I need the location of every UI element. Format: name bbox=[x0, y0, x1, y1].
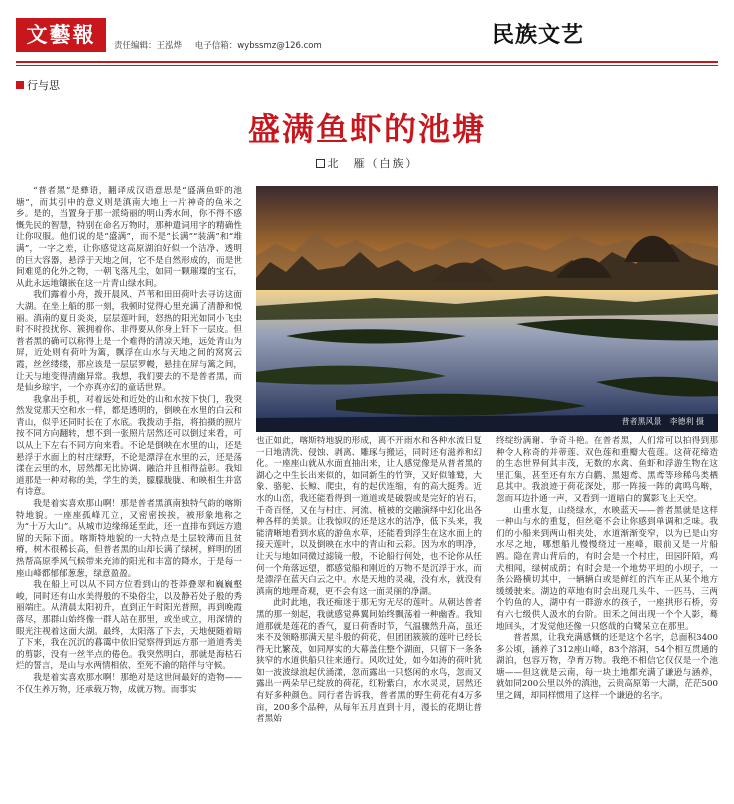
article-column-2 bbox=[256, 436, 482, 798]
paragraph: 我们露着小舟，拨开晨风、芦苇和田田荷叶去寻访这面大湖。在坐上船的那一刻，我顿时觉得心里充满了清静和悦丽。滇南的夏日炎炎，层层莲叶间，怒热的阳光如同小飞虫时不时投扰你、簇拥着你、非得要从你身上钎下一层皮。但普者黑的确可以称得上是一个难得的清凉天地，远处青山为屏，近处则有荷叶为篱，飘浮在山水与天地之间的窝窝云霞，丝丝缕缕，那应该是一层层罗幔，悬挂在屏与篱之间，让天与地变得清幽异常。我想，我们要去的不是普者黑，而是仙乡琼宇，一个亦真亦幻的童话世界。 bbox=[16, 290, 242, 394]
paragraph: 山重水复，山绕绿水，水映蓝天——普者黑就是这样一种山与水的重复，但丝毫不会让你感到单调和乏味。我们的小船来到两山相夹处，水道渐渐变窄，以为已是山穷水尽之地，哪想船儿慢慢绕过一座峰，眼前又是一片船鸥。隐在青山背后的，有时会是一个村庄，田园阡陌，鸡犬相闻，绿树成荫；有时会是一个地势平坦的小坝子，一条公路横切其中，一辆辆白或是鲜红的汽车正从某个地方缓缓驶来。湖边的草地有时会出现几头牛、一匹马、三两个钓鱼的人，湖中有一群游水的孩子，一座拱形石桥，旁有六七级供人汲水的台阶。田禾之间出现一个个人影，蓦地回头，才发觉他还像一只悠哉的白鹭呆立在那里。 bbox=[496, 505, 718, 632]
paragraph: 普者黑，让我充满感慨的还是这个名字，总面积3400多公顷，涵养了312座山峰，83个溶洞，54个相互贯通的湖泊，包容万物，孕育万物。我绝不相信它仅仅是一个池塘——但这就是云南，每一块土地都充满了谦逊与涵养，就如同200公里以外的滇池，云贵高原第一大湖，茫茫500里之阔，却同样惯用了这样一个谦逊的名字。 bbox=[496, 633, 718, 702]
article-column-1 bbox=[16, 186, 242, 798]
paragraph: 我拿出手机，对着远处和近处的山和水按下快门，我突然发觉那天空和水一样，都是透明的，倒映在水里的白云和青山，似乎还同时长在了水底。我拨动手指，将拍摄的照片按不同方向翻转，想不到一张照片居然还可以倒过来看，可以从上下左右不同方向来看。不论是倒映在水里的山，还是悬浮于水面上的村庄绿野，不论是漂浮在水里的云，还是荡漾在云里的水，居然都无比协调、融洽并且相得益彰。我知道那是一种对称的美，学生的美，朦朦胧胧、和映相生并富有诗意。 bbox=[16, 394, 242, 498]
responsible-editor: 责任编辑：王泓烨 bbox=[114, 41, 183, 51]
article-byline bbox=[0, 155, 734, 171]
masthead-meta bbox=[114, 39, 332, 51]
newspaper-logo: 文藝報 bbox=[16, 18, 106, 52]
photo-caption: 普者黑风景 李德利 摄 bbox=[621, 417, 704, 426]
paragraph: “普者黑”是彝语，翻译成汉语意思是“盛满鱼虾的池塘”，而其引申的意义则是滇南大地上一片神奇的鱼米之乡。是的，当置身于那一派绮丽的明山秀水间，你不得不感慨先民的智慧，特别在命名万物时，那种遣词用字的精确性让你叹服。他们说的是“盛满”，而不是“长满”“装满”和“堆满”，一字之差，让你感觉这高原湖泊好似一个洁净、透明的巨大容器，悬浮于天地之间，它不是自然形成的，而是世间难觅的化外之物，一朝飞落凡尘，如同一颗璀璨的宝石，从此永远地镶嵌在这一片青山绿水间。 bbox=[16, 186, 242, 289]
column-tag-label: 行与思 bbox=[27, 79, 60, 92]
paragraph: 也正如此，喀斯特地貌的形成，离不开雨水和各种水流日复一日地清洗、侵蚀、剥离、雕琢与搬运，同时还有滋养和幻化。一座座山就从水面直抽出来，让人感觉像是从普者黑的湖心之中生长出来似的，如同新生的竹笋，又好似雏鹫，大象、骆驼、长鲸、爬虫，有的起伏连缩，有的高大挺秀。近水的山峦，我还能看得到一道道或是破裂或是完好的岩石，千奇百怪，又在与村庄、河流、植被的交融演绎中幻化出各种各样的美景。让我惊叹的还是这水的洁净，低下头来，我能清晰地看到水底的游鱼水草，还能看到浮生在这水面上的接天莲叶，以及倒映在水中的青山和云彩。因为水的明净，让天与地如同微过滤镜一般，不论船行何处，也不论你从任何一个角落远望，都感觉船和刚近的万物不是沉浮于水，而是漂浮在蓝天白云之中。水是天地的灵魂，没有水，就没有滇南的地理奇观，更不会有这一面灵丽的净湖。 bbox=[256, 436, 482, 597]
red-square-icon bbox=[16, 81, 24, 89]
paragraph: 我在船上可以从不同方位看到山的苍莽叠翠和巍巍壑峻，同时还有山水美得般的不染俗尘，以及静若处子般的秀丽端庄。从清晨太阳初升，直到正午时阳光普照，再到晚霞落尽，那群山始终像一群人站在那里，或坐或立，用深情的眼光注视着这面大湖。最终，太阳落了下去，天地便随着暗了下来，我在沉沉的暮霭中依旧觉察得到远方那一道道秀美的剪影，没有一丝半点的倦色。我突然明白，那就是海枯石烂的誓言，是山与水两情相依、至死不渝的陪伴与守候。 bbox=[16, 580, 242, 672]
paragraph: 终绽纷满谢、争奇斗艳。在普者黑，人们常可以拍得到那种令人称奇的并蒂莲、双色莲和重瓣大苞莲。这荷花缔造的生态世界何其丰茂，无数的水禽、鱼虾和浮游生物在这里汇集，甚至还有东方白鹳、黑翅鸢、黑鸢等珍稀鸟类栖息其中。我浪迹于荷花深处，那一阵接一阵的禽鸣鸟啭，忽而耳边扑通一声，又看到一道暗白的翼影飞上天空。 bbox=[496, 436, 718, 504]
article-title: 盛满鱼虾的池塘 bbox=[247, 110, 486, 148]
section-title: 民族文艺 bbox=[492, 23, 585, 48]
paragraph: 此时此地，我还痴迷于那无穷无尽的莲叶。从朝达普者黑的那一刻起，我就感觉鼻翼间始终飘荡着一种幽香。我知道那就是莲花的香气，夏日荷香时节，气温骤然升高，虽还来不及领略那满天星斗般的荷花，但团团簇簇的莲叶已经长得无比繁茂，如同厚实的大幕盖住整个湖面，只留下一条条狭窄的水道供船只往来通行。风吹过处，如今如涛的荷叶犹如一波波绿浪起伏涌漾，忽而露出一只悠闲的水鸟，忽而又露出一两朵早已绽放的荷花，红粉紫白，水水灵灵，居然还有好多种颜色。同行者告诉我，普者黑的野生荷花有4万多亩，200多个品种，从每年五月直到十月，漫长的花期让普者黑始 bbox=[256, 598, 482, 725]
byline-box-icon bbox=[316, 159, 325, 168]
byline-text: 北 雁（白族） bbox=[327, 157, 419, 170]
paragraph: 我是着实喜欢那山啊！那是普者黑滇南独特气韵的喀斯特地貌。一座座孤峰兀立，又密密挨挨，被形象地称之为“十万大山”。从城市边缘绵延至此，还一直排布到远方遗留的天际下面。喀斯特地貌的一大特点是土层较薄而且贫瘠，树木很稀长高，但普者黑的山却长满了绿树，鲜明的团热帮高原季风气候带来充沛的阳光和丰富的降水，于是每一座山峰都郁郁葱葱，绿意盈盈。 bbox=[16, 499, 242, 579]
editor-email: 电子信箱：wybssmz@126.com bbox=[194, 41, 322, 51]
landscape-illustration bbox=[256, 186, 718, 432]
masthead-rule-thin bbox=[16, 65, 718, 66]
column-tag bbox=[16, 77, 60, 93]
masthead bbox=[0, 0, 734, 64]
masthead-rule bbox=[16, 61, 718, 63]
article-column-3 bbox=[496, 436, 718, 798]
paragraph: 我是着实喜欢那水啊！那绝对是这世间最好的造物——不仅生养万物，还承载万物，成就万物。而事实 bbox=[16, 672, 242, 695]
landscape-photo bbox=[256, 186, 718, 432]
